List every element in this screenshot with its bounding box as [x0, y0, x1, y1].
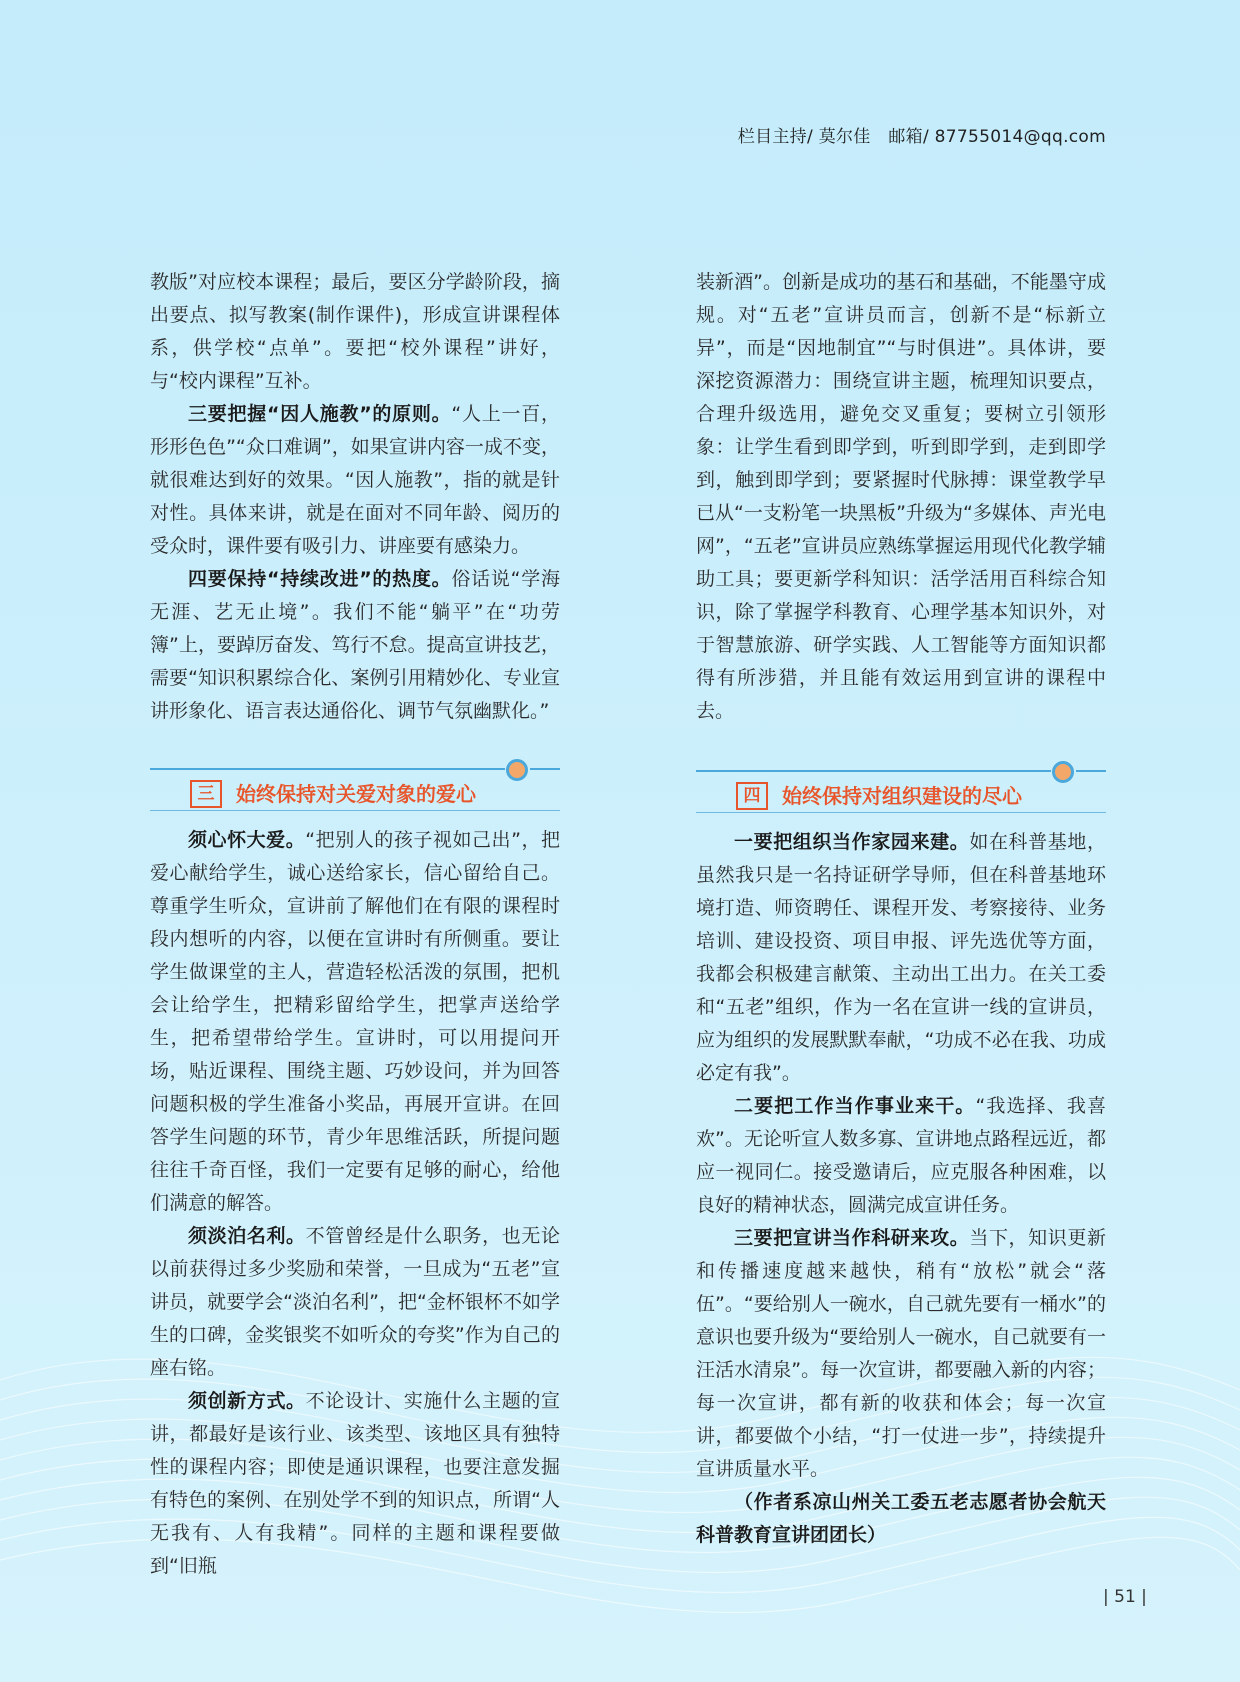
- right-column: [696, 266, 1106, 1552]
- paragraph: [696, 1090, 1106, 1222]
- section-heading: [696, 760, 1106, 820]
- section-heading: [150, 758, 560, 818]
- paragraph-text: “我选择、我喜欢”。无论听宣人数多寡、宣讲地点路程远近，都应一视同仁。接受邀请后，应克服各种困难，以良好的精神状态，圆满完成宣讲任务。: [696, 1095, 1106, 1216]
- lead-phrase: 四要保持“持续改进”的热度。: [188, 568, 452, 590]
- author-note-text: （作者系凉山州关工委五老志愿者协会航天科普教育宣讲团团长）: [696, 1491, 1106, 1546]
- paragraph-text: “人上一百，形形色色”“众口难调”，如果宣讲内容一成不变，就很难达到好的效果。“因人施教”，指的就是针对性。具体来讲，就是在面对不同年龄、阅历的受众时，课件要有吸引力、讲座要有感染力。: [150, 403, 560, 557]
- lead-phrase: 三要把宣讲当作科研来攻。: [734, 1227, 970, 1249]
- decor-dot: [506, 759, 528, 781]
- paragraph: [150, 1385, 560, 1583]
- lead-phrase: 须心怀大爱。: [188, 829, 306, 851]
- paragraph-text: 如在科普基地，虽然我只是一名持证研学导师，但在科普基地环境打造、师资聘任、课程开发、考察接待、业务培训、建设投资、项目申报、评先选优等方面，我都会积极建言献策、主动出工出力。在关工委和“五老”组织，作为一名在宣讲一线的宣讲员，应为组织的发展默默奉献，“功成不必在我、功成必定有我”。: [696, 831, 1106, 1084]
- paragraph-text: 不论设计、实施什么主题的宣讲，都最好是该行业、该类型、该地区具有独特性的课程内容；即使是通识课程，也要注意发掘有特色的案例、在别处学不到的知识点，所谓“人无我有、人有我精”。同样的主题和课程要做到“旧瓶: [150, 1390, 560, 1577]
- column-email: 邮箱/ 87755014@qq.com: [888, 127, 1106, 147]
- paragraph: [150, 824, 560, 1220]
- paragraph: 装新酒”。创新是成功的基石和基础，不能墨守成规。对“五老”宣讲员而言，创新不是“标新立异”，而是“因地制宜”“与时俱进”。具体讲，要深挖资源潜力：围绕宣讲主题，梳理知识要点，合理升级选用，避免交叉重复；要树立引领形象：让学生看到即学到，听到即学到，走到即学到，触到即学到；要紧握时代脉搏：课堂教学早已从“一支粉笔一块黑板”升级为“多媒体、声光电网”，“五老”宣讲员应熟练掌握运用现代化教学辅助工具；要更新学科知识：活学活用百科综合知识，除了掌握学科教育、心理学基本知识外，对于智慧旅游、研学实践、人工智能等方面知识都得有所涉猎，并且能有效运用到宣讲的课程中去。: [696, 271, 1106, 722]
- author-note: [696, 1486, 1106, 1552]
- decor-dot: [1052, 761, 1074, 783]
- paragraph-text: 不管曾经是什么职务，也无论以前获得过多少奖励和荣誉，一旦成为“五老”宣讲员，就要学会“淡泊名利”，把“金杯银杯不如学生的口碑，金奖银奖不如听众的夸奖”作为自己的座右铭。: [150, 1225, 560, 1379]
- paragraph: [696, 1222, 1106, 1486]
- paragraph-text: “把别人的孩子视如己出”，把爱心献给学生，诚心送给家长，信心留给自己。尊重学生听众，宣讲前了解他们在有限的课程时段内想听的内容，以便在宣讲时有所侧重。要让学生做课堂的主人，营造轻松活泼的氛围，把机会让给学生，把精彩留给学生，把掌声送给学生，把希望带给学生。宣讲时，可以用提问开场，贴近课程、围绕主题、巧妙设问，并为回答问题积极的学生准备小奖品，再展开宣讲。在回答学生问题的环节，青少年思维活跃，所提问题往往千奇百怪，我们一定要有足够的耐心，给他们满意的解答。: [150, 829, 560, 1214]
- left-column: [150, 266, 560, 1583]
- column-host: 栏目主持/ 莫尔佳: [737, 127, 871, 147]
- lead-phrase: 须淡泊名利。: [188, 1225, 306, 1247]
- paragraph-text: 俗话说“学海无涯、艺无止境”。我们不能“躺平”在“功劳簿”上，要踔厉奋发、笃行不怠。提高宣讲技艺，需要“知识积累综合化、案例引用精妙化、专业宣讲形象化、语言表达通俗化、调节气氛幽默化。”: [150, 568, 560, 722]
- paragraph-text: 当下，知识更新和传播速度越来越快，稍有“放松”就会“落伍”。“要给别人一碗水，自己就先要有一桶水”的意识也要升级为“要给别人一碗水，自己就要有一汪活水清泉”。每一次宣讲，都要融入新的内容；每一次宣讲，都有新的收获和体会；每一次宣讲，都要做个小结，“打一仗进一步”，持续提升宣讲质量水平。: [696, 1227, 1106, 1480]
- lead-phrase: 三要把握“因人施教”的原则。: [188, 403, 452, 425]
- lead-phrase: 一要把组织当作家园来建。: [734, 831, 970, 853]
- paragraph: [150, 398, 560, 563]
- paragraph: [696, 826, 1106, 1090]
- paragraph: 教版”对应校本课程；最后，要区分学龄阶段，摘出要点、拟写教案(制作课件)，形成宣讲课程体系，供学校“点单”。要把“校外课程”讲好，与“校内课程”互补。: [150, 271, 560, 392]
- column-header: [738, 122, 1106, 147]
- section-title: 始终保持对组织建设的尽心: [782, 784, 1022, 808]
- lead-phrase: 二要把工作当作事业来干。: [734, 1095, 976, 1117]
- section-number: 三: [190, 780, 222, 808]
- section-title: 始终保持对关爱对象的爱心: [236, 782, 476, 806]
- section-number: 四: [736, 782, 768, 810]
- paragraph: [150, 563, 560, 728]
- page-number: | 51 |: [1103, 1587, 1147, 1607]
- lead-phrase: 须创新方式。: [188, 1390, 306, 1412]
- paragraph: [150, 1220, 560, 1385]
